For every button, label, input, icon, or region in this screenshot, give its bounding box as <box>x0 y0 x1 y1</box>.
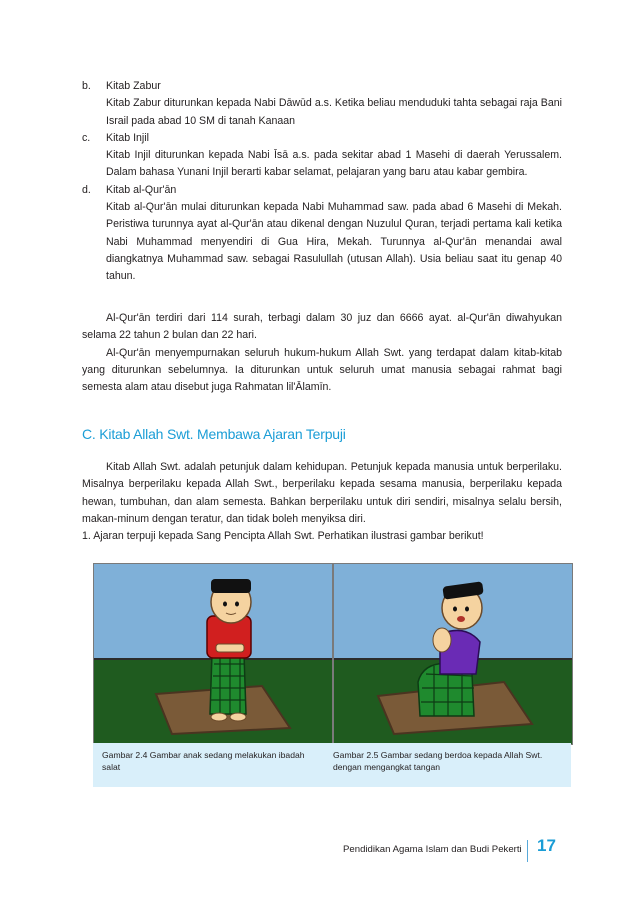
footer-book-title: Pendidikan Agama Islam dan Budi Pekerti <box>343 844 522 855</box>
item-title: Kitab Zabur <box>106 80 161 92</box>
item-letter: b. <box>82 80 91 92</box>
section-intro: Kitab Allah Swt. adalah petunjuk dalam kehidupan. Petunjuk kepada manusia untuk berperilaku. Misalnya berperilaku kepada Allah Swt., berperilaku kepada sesama manusia, berperilaku kepada hewan, tumbuhan, dan alam semesta. Bahkan berperilaku untuk diri sendiri, misalnya selalu bersih, makan-minum dengan teratur, dan tidak boleh menyiksa diri. <box>82 461 562 525</box>
caption-strip <box>93 743 571 787</box>
caption-right: Gambar 2.5 Gambar sedang berdoa kepada Allah Swt. dengan mengangkat tangan <box>333 750 543 772</box>
item-letter: d. <box>82 183 91 196</box>
footer-divider <box>527 840 528 862</box>
kitab-list <box>82 78 562 286</box>
section-body <box>82 459 562 545</box>
item-zabur <box>82 78 562 130</box>
item-quran <box>82 182 562 286</box>
illustration-berdoa <box>333 563 573 745</box>
item-injil <box>82 130 562 182</box>
section-title: C. Kitab Allah Swt. Membawa Ajaran Terpuji <box>82 426 346 442</box>
paragraph-quran-structure: Al-Qur'ān terdiri dari 114 surah, terbagi dalam 30 juz dan 6666 ayat. al-Qur'ān diwahyukan selama 22 tahun 2 bulan dan 22 hari. <box>82 312 562 342</box>
section-point-1: 1. Ajaran terpuji kepada Sang Pencipta Allah Swt. Perhatikan ilustrasi gambar berikut! <box>82 530 484 543</box>
caption-left: Gambar 2.4 Gambar anak sedang melakukan ibadah salat <box>102 750 305 772</box>
item-letter: c. <box>82 131 91 144</box>
item-body: Kitab al-Qur'ān mulai diturunkan kepada Nabi Muhammad saw. pada abad 6 Masehi di Mekah. Peristiwa turunnya ayat al-Qur'ān atau dikenal dengan Nuzulul Quran, terjadi pertama kali ketika Nabi Muhammad menyendiri di Gua Hira, Mekah. Turunnya al-Qur'ān menandai awal diangkatnya Muhammad saw. sebagai Rasulullah (utusan Allah). Usia beliau saat itu genap 40 tahun. <box>106 201 562 283</box>
paragraph-quran-perfects: Al-Qur'ān menyempurnakan seluruh hukum-hukum Allah Swt. yang terdapat dalam kitab-kitab yang diturunkan sebelumnya. Ia diturunkan untuk seluruh umat manusia sebagai rahmat bagi semesta alam atau disebut juga Rahmatan lil'Ālamīn. <box>82 346 562 394</box>
item-body: Kitab Injil diturunkan kepada Nabi Īsā a.s. pada sekitar abad 1 Masehi di daerah Yerussalem. Dalam bahasa Yunani Injil berarti kabar selamat, pelajaran yang baru atau kabar gembira. <box>106 149 562 179</box>
item-title: Kitab Injil <box>106 131 149 144</box>
illustration-salat <box>93 563 333 745</box>
item-body: Kitab Zabur diturunkan kepada Nabi Dāwūd a.s. Ketika beliau menduduki tahta sebagai raja Bani Israil pada abad 10 SM di tanah Kanaan <box>106 97 562 127</box>
item-title: Kitab al-Qur'ān <box>106 183 177 196</box>
quran-paragraphs <box>82 310 562 396</box>
page-number: 17 <box>537 836 556 855</box>
